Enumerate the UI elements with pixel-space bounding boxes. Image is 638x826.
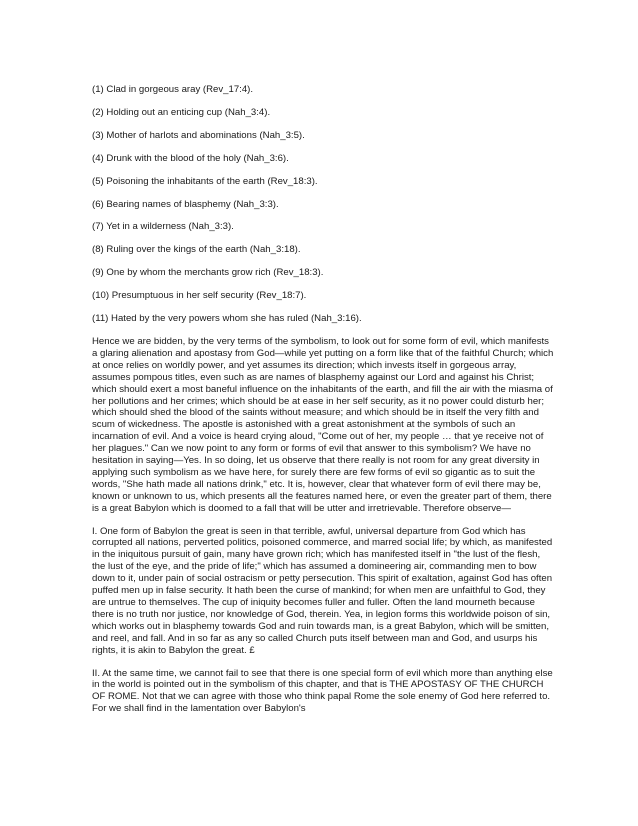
list-item: (3) Mother of harlots and abominations (Nah_3:5). bbox=[92, 129, 305, 141]
list-item: (2) Holding out an enticing cup (Nah_3:4). bbox=[92, 106, 271, 118]
body-paragraph: II. At the same time, we cannot fail to see that there is one special form of evil which more than anything else in the world is pointed out in the symbolism of this chapter, and that is THE APOSTASY OF THE CHURCH OF ROME. Not that we can agree with those who think papal Rome the sole enemy of God here referred to. For we shall find in the lamentation over Babylon's bbox=[92, 667, 553, 715]
list-item: (10) Presumptuous in her self security (Rev_18:7). bbox=[92, 290, 307, 302]
list-item: (8) Ruling over the kings of the earth (Nah_3:18). bbox=[92, 244, 301, 256]
body-paragraph: I. One form of Babylon the great is seen in that terrible, awful, universal departure from God which has corrupted all nations, perverted politics, poisoned commerce, and marred social life; by which, as manifested in the iniquitous pursuit of gain, many have grown rich; which has manifested itself in "the lust of the flesh, the lust of the eye, and the pride of life;" which has assumed a domineering air, commanding men to bow down to it, under pain of social ostracism or petty persecution. This spirit of exaltation, against God has often puffed men up in false security. It hath been the curse of mankind; for when men are unfaithful to God, they are untrue to themselves. The cup of iniquity becomes fuller and fuller. Often the land mourneth because there is no truth nor justice, nor knowledge of God, therein. Yea, in legion forms this worldwide poison of sin, which works out in blasphemy towards God and ruin towards man, is a great Babylon, which will be smitten, and reel, and fall. And in so far as any so called Church puts itself between man and God, and usurps his rights, it is akin to Babylon the great. £ bbox=[92, 525, 553, 656]
list-item: (4) Drunk with the blood of the holy (Nah_3:6). bbox=[92, 152, 289, 164]
list-item: (11) Hated by the very powers whom she has ruled (Nah_3:16). bbox=[92, 313, 362, 325]
list-item: (5) Poisoning the inhabitants of the earth (Rev_18:3). bbox=[92, 175, 318, 187]
list-item: (7) Yet in a wilderness (Nah_3:3). bbox=[92, 221, 234, 233]
list-item: (1) Clad in gorgeous aray (Rev_17:4). bbox=[92, 84, 254, 95]
document-page bbox=[92, 84, 554, 726]
list-item: (9) One by whom the merchants grow rich (Rev_18:3). bbox=[92, 267, 324, 279]
list-item: (6) Bearing names of blasphemy (Nah_3:3). bbox=[92, 198, 279, 210]
body-paragraph: Hence we are bidden, by the very terms of the symbolism, to look out for some form of evil, which manifests a glaring alienation and apostasy from God—while yet putting on a form like that of the faithful Church; which at once relies on worldly power, and yet assumes its direction; which invests itself in gorgeous array, assumes pompous titles, even such as are names of blasphemy against our Lord and against his Christ; which should exert a most baneful influence on the inhabitants of the earth, and fill the air with the miasma of her pollutions and her crimes; which should be at ease in her self security, as it no power could disturb her; which should shed the blood of the saints without measure; and which should be in itself the very filth and scum of wickedness. The apostle is astonished with a great astonishment at the symbols of such an incarnation of evil. And a voice is heard crying aloud, "Come out of her, my people … that ye receive not of her plagues." Can we now point to any form or forms of evil that answer to this symbolism? We have no hesitation in saying—Yes. In so doing, let us observe that there really is not room for any great diversity in applying such symbolism as we have here, for surely there are few forms of evil so gigantic as to suit the words, "She hath made all nations drink," etc. It is, however, clear that whatever form of evil there may be, known or unknown to us, which presents all the features named here, or even the greater part of them, there is a great Babylon which is doomed to a fall that will be utter and irretrievable. Therefore observe— bbox=[92, 335, 554, 514]
